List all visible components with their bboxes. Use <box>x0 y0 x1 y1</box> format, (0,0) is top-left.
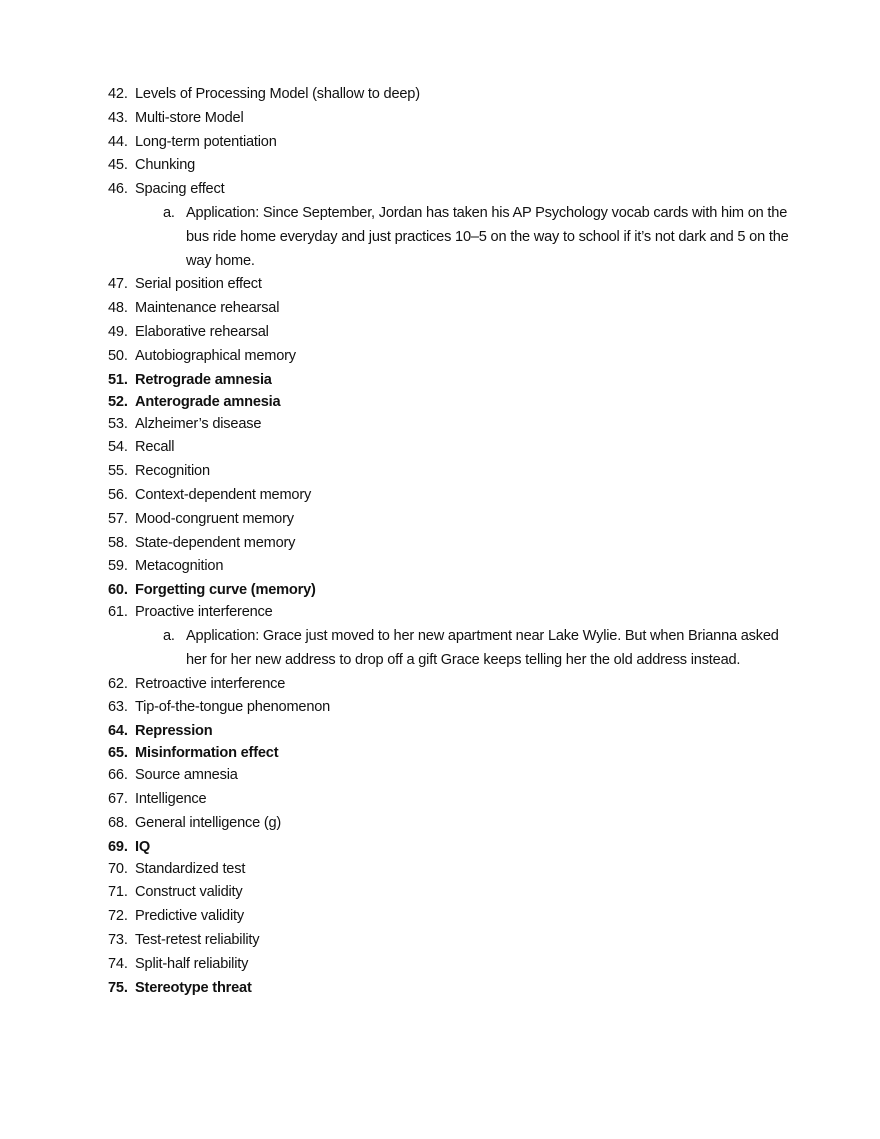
item-text: Chunking <box>135 157 196 174</box>
list-item <box>108 929 808 953</box>
item-text: Recall <box>135 439 175 456</box>
item-text: Elaborative rehearsal <box>135 323 269 340</box>
item-number: 51. <box>108 371 128 388</box>
item-text: Source amnesia <box>135 767 238 784</box>
list-item <box>108 83 808 107</box>
item-text: Retrograde amnesia <box>135 371 272 388</box>
list-item <box>108 836 808 858</box>
sub-item-text: Application: Grace just moved to her new apartment near Lake Wylie. But when Brianna asked her for her new address to drop off a gift Grace keeps telling her the old address instead. <box>186 627 779 668</box>
list-item <box>108 484 808 508</box>
list-item <box>108 720 808 742</box>
sub-item-letter: a. <box>163 204 175 221</box>
item-text: Spacing effect <box>135 181 225 198</box>
item-text: Metacognition <box>135 558 224 575</box>
item-number: 67. <box>108 790 128 807</box>
list-item <box>108 953 808 977</box>
list-item <box>108 297 808 321</box>
item-number: 61. <box>108 604 128 621</box>
list-item <box>108 812 808 836</box>
item-number: 63. <box>108 699 128 716</box>
item-number: 47. <box>108 276 128 293</box>
item-text: Anterograde amnesia <box>135 393 281 410</box>
list-item <box>108 369 808 391</box>
term-list <box>108 83 808 999</box>
item-number: 73. <box>108 931 128 948</box>
item-text: Repression <box>135 723 213 740</box>
item-text: Mood-congruent memory <box>135 510 294 527</box>
item-number: 42. <box>108 86 128 102</box>
item-number: 72. <box>108 908 128 925</box>
item-text: State-dependent memory <box>135 534 296 551</box>
item-number: 55. <box>108 463 128 480</box>
list-item <box>108 321 808 345</box>
item-text: Standardized test <box>135 860 246 877</box>
item-number: 66. <box>108 767 128 784</box>
list-item <box>108 858 808 882</box>
item-number: 50. <box>108 347 128 364</box>
item-number: 58. <box>108 534 128 551</box>
item-text: Test-retest reliability <box>135 931 260 948</box>
list-item <box>108 532 808 556</box>
list-item <box>108 413 808 437</box>
item-number: 65. <box>108 745 128 762</box>
list-item <box>108 273 808 297</box>
list-item <box>108 977 808 999</box>
item-number: 49. <box>108 323 128 340</box>
item-text: Levels of Processing Model (shallow to deep) <box>135 86 420 102</box>
list-item <box>108 555 808 579</box>
item-number: 64. <box>108 723 128 740</box>
item-number: 45. <box>108 157 128 174</box>
item-number: 59. <box>108 558 128 575</box>
list-item <box>108 131 808 155</box>
item-text: Stereotype threat <box>135 979 252 996</box>
list-item <box>108 696 808 720</box>
item-number: 52. <box>108 393 128 410</box>
sub-list-item <box>108 202 801 273</box>
item-number: 57. <box>108 510 128 527</box>
item-number: 54. <box>108 439 128 456</box>
item-number: 69. <box>108 838 128 855</box>
list-item <box>108 601 808 625</box>
item-text: Context-dependent memory <box>135 486 312 503</box>
sub-list-item <box>108 625 801 673</box>
item-text: Construct validity <box>135 884 243 901</box>
item-text: Multi-store Model <box>135 109 244 126</box>
item-text: Autobiographical memory <box>135 347 296 364</box>
list-item <box>108 154 808 178</box>
item-number: 56. <box>108 486 128 503</box>
sub-item-letter: a. <box>163 627 175 644</box>
item-number: 43. <box>108 109 128 126</box>
item-text: Intelligence <box>135 790 207 807</box>
item-text: Maintenance rehearsal <box>135 300 280 317</box>
item-text: Long-term potentiation <box>135 133 277 150</box>
item-text: Tip-of-the-tongue phenomenon <box>135 699 331 716</box>
item-text: Retroactive interference <box>135 675 286 692</box>
item-number: 46. <box>108 181 128 198</box>
item-text: Misinformation effect <box>135 745 279 762</box>
list-item <box>108 178 808 202</box>
item-number: 44. <box>108 133 128 150</box>
item-text: Split-half reliability <box>135 955 249 972</box>
item-text: Predictive validity <box>135 908 244 925</box>
item-number: 53. <box>108 415 128 432</box>
item-number: 60. <box>108 582 128 599</box>
list-item <box>108 107 808 131</box>
list-item <box>108 345 808 369</box>
item-text: Alzheimer’s disease <box>135 415 262 432</box>
item-number: 62. <box>108 675 128 692</box>
list-item <box>108 508 808 532</box>
item-text: Serial position effect <box>135 276 262 293</box>
list-item <box>108 881 808 905</box>
list-item <box>108 742 808 764</box>
list-item <box>108 391 808 413</box>
item-number: 48. <box>108 300 128 317</box>
list-item <box>108 436 808 460</box>
item-text: IQ <box>135 838 151 855</box>
item-text: Proactive interference <box>135 604 273 621</box>
item-text: Forgetting curve (memory) <box>135 582 316 599</box>
item-number: 75. <box>108 979 128 996</box>
item-number: 71. <box>108 884 128 901</box>
item-number: 68. <box>108 814 128 831</box>
list-item <box>108 788 808 812</box>
list-item <box>108 764 808 788</box>
sub-item-text: Application: Since September, Jordan has taken his AP Psychology vocab cards with him on the bus ride home everyday and just practices 10–5 on the way to school if it’s not dark and 5 on the way home. <box>186 204 789 269</box>
list-item <box>108 579 808 601</box>
list-item <box>108 460 808 484</box>
item-text: General intelligence (g) <box>135 814 282 831</box>
list-item <box>108 673 808 697</box>
item-text: Recognition <box>135 463 210 480</box>
list-item <box>108 905 808 929</box>
item-number: 74. <box>108 955 128 972</box>
item-number: 70. <box>108 860 128 877</box>
